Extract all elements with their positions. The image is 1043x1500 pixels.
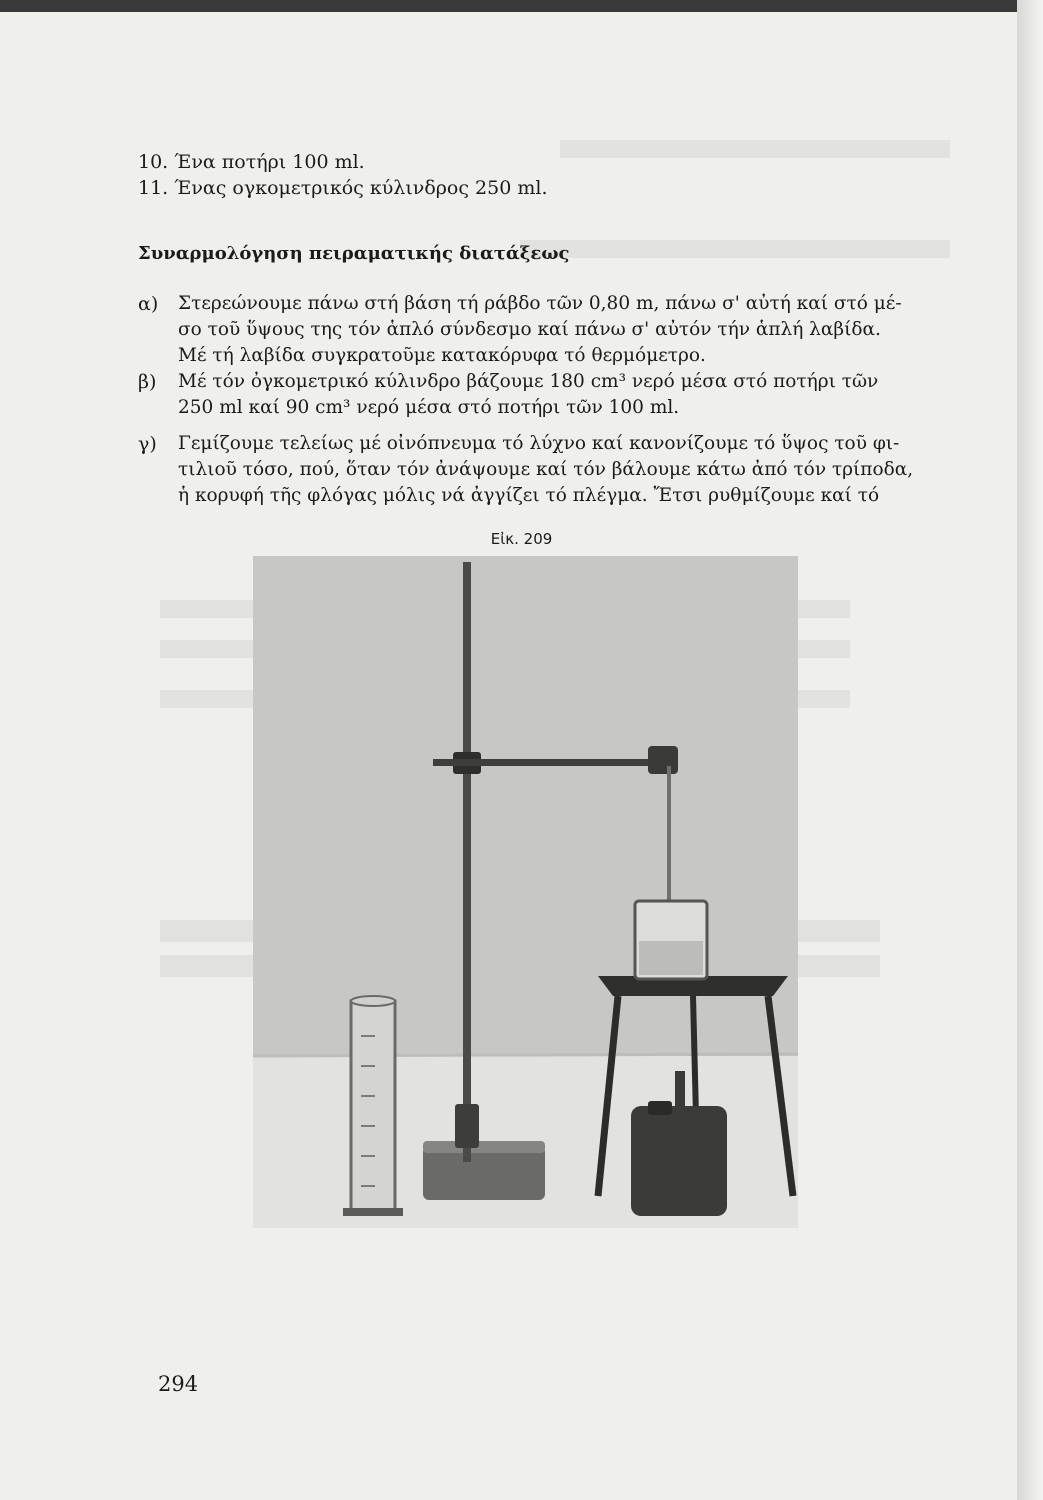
step-c-line1: Γεμίζουμε τελείως μέ οἰνόπνευμα τό λύχνο καί κανονίζουμε τό ὕψος τοῦ φι- (178, 433, 900, 454)
clamp-jaw (648, 746, 678, 774)
item-text: Ένα ποτήρι 100 ml. (174, 151, 365, 173)
step-b-label: β) (138, 371, 157, 393)
step-a-line1: Στερεώνουμε πάνω στή βάση τή ράβδο τῶν 0,80 m, πάνω σ' αὐτή καί στό μέ- (178, 293, 902, 314)
scan-top-border (0, 0, 1043, 12)
step-b-line2: 250 ml καί 90 cm³ νερό μέσα στό ποτήρι τῶν 100 ml. (178, 397, 680, 418)
section-title: Συναρμολόγηση πειραματικής διατάξεως (138, 243, 570, 264)
step-c-label: γ) (138, 433, 157, 455)
list-item-11 (138, 176, 547, 200)
stand-base (423, 1146, 545, 1200)
beaker-water (639, 941, 703, 975)
table-edge (253, 1054, 798, 1056)
item-number: 11. (138, 177, 169, 199)
step-c-line2: τιλιοῦ τόσο, πού, ὅταν τόν ἀνάψουμε καί τόν βάλουμε κάτω ἀπό τόν τρίποδα, (178, 459, 914, 480)
item-text: Ένας ογκομετρικός κύλινδρος 250 ml. (174, 177, 548, 199)
step-b-line1: Μέ τόν ὀγκομετρικό κύλινδρο βάζουμε 180 cm³ νερό μέσα στό ποτήρι τῶν (178, 371, 879, 392)
apparatus-photo (253, 556, 798, 1228)
spirit-lamp (631, 1106, 727, 1216)
horizontal-arm (433, 759, 663, 766)
list-item-10 (138, 150, 365, 174)
lamp-wick-holder (675, 1071, 685, 1111)
lamp-cap (648, 1101, 672, 1115)
step-a-line2: σο τοῦ ὕψους της τόν ἁπλό σύνδεσμο καί πάνω σ' αὐτόν τήν ἁπλή λαβίδα. (178, 319, 881, 340)
item-number: 10. (138, 151, 169, 173)
scan-right-edge (1017, 0, 1043, 1500)
apparatus-illustration (253, 556, 798, 1228)
stand-rod (463, 562, 471, 1162)
figure-caption: Εἰκ. 209 (490, 530, 553, 548)
step-c-line3: ἡ κορυφή τῆς φλόγας μόλις νά ἀγγίζει τό πλέγμα. Ἔτσι ρυθμίζουμε καί τό (178, 485, 880, 506)
cylinder-base (343, 1208, 403, 1216)
step-a-line3: Μέ τή λαβίδα συγκρατοῦμε κατακόρυφα τό θερμόμετρο. (178, 345, 706, 366)
graduated-cylinder (351, 1001, 395, 1211)
rod-clamp (455, 1104, 479, 1148)
page-number: 294 (158, 1372, 199, 1396)
step-a-label: α) (138, 293, 159, 315)
